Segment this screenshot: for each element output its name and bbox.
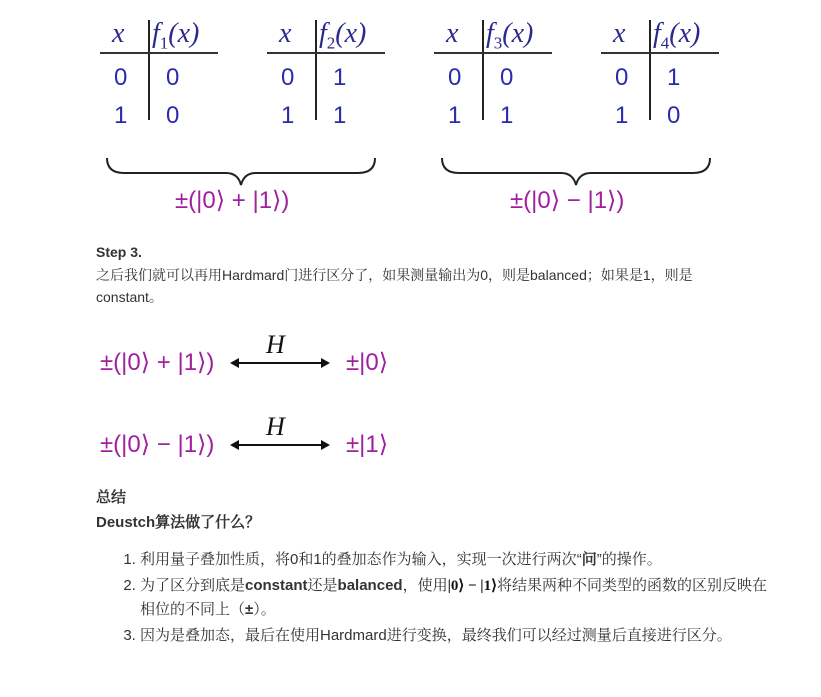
brace-right-icon <box>439 155 713 187</box>
equation-right: ±|1⟩ <box>346 431 389 458</box>
header-x: x <box>613 18 626 49</box>
cell: 0 <box>448 64 462 91</box>
header-f: $f_3(x)$ <box>486 18 534 53</box>
header-f: $f_2(x)$ <box>319 18 367 53</box>
cell: 0 <box>281 64 295 91</box>
list-item: 2. 为了区分到底是constant还是balanced，使用|0⟩ − |1⟩将结果两种不同类型的函数的区别反映在相位的不同上（±）。 <box>140 574 780 622</box>
cell: 0 <box>166 64 180 91</box>
list-item: 1. 利用量子叠加性质，将0和1的叠加态作为输入，实现一次进行两次“问”的操作。 <box>140 548 780 572</box>
double-arrow-icon <box>232 444 328 446</box>
cell: 0 <box>615 64 629 91</box>
cell: 1 <box>448 102 462 129</box>
gate-label: H <box>266 412 285 441</box>
ket-expression: |0⟩ − |1⟩ <box>447 578 497 594</box>
header-x: x <box>279 18 292 49</box>
table-divider-vertical <box>482 20 484 120</box>
header-x: x <box>446 18 459 49</box>
truth-table-f4 <box>601 18 721 129</box>
brace-left-icon <box>104 155 378 187</box>
summary-subtitle: Deustch算法做了什么？ <box>96 514 261 531</box>
cell: 1 <box>333 102 347 129</box>
cell: 1 <box>500 102 514 129</box>
table-divider-vertical <box>148 20 150 120</box>
cell: 0 <box>500 64 514 91</box>
double-arrow-icon <box>232 362 328 364</box>
header-f: $f_4(x)$ <box>653 18 701 53</box>
header-f: $f_1(x)$ <box>152 18 200 53</box>
summary-list <box>96 548 780 650</box>
header-x: x <box>112 18 125 49</box>
truth-table-f2 <box>267 18 387 129</box>
table-divider-vertical <box>315 20 317 120</box>
cell: 0 <box>667 102 681 129</box>
brace-label-left: ±(|0⟩ + |1⟩) <box>175 187 290 214</box>
cell: 1 <box>615 102 629 129</box>
equation-row <box>96 330 416 380</box>
truth-table-f3 <box>434 18 554 129</box>
gate-label: H <box>266 330 285 359</box>
brace-label-right: ±(|0⟩ − |1⟩) <box>510 187 625 214</box>
equation-left: ±(|0⟩ − |1⟩) <box>100 431 215 458</box>
cell: 1 <box>667 64 681 91</box>
step3-title: Step 3. <box>96 244 142 260</box>
truth-table-f1 <box>100 18 220 129</box>
cell: 1 <box>333 64 347 91</box>
cell: 1 <box>114 102 128 129</box>
equation-right: ±|0⟩ <box>346 349 389 376</box>
equation-left: ±(|0⟩ + |1⟩) <box>100 349 215 376</box>
equation-row <box>96 412 416 462</box>
list-item: 3. 因为是叠加态，最后在使用Hardmard进行变换，最终我们可以经过测量后直接进行区分。 <box>140 624 780 648</box>
cell: 0 <box>166 102 180 129</box>
table-divider-vertical <box>649 20 651 120</box>
cell: 0 <box>114 64 128 91</box>
summary-title: 总结 <box>96 489 127 506</box>
step3-text: 之后我们就可以再用Hardmard门进行区分了，如果测量输出为0，则是balanced；如果是1，则是constant。 <box>96 267 693 305</box>
cell: 1 <box>281 102 295 129</box>
